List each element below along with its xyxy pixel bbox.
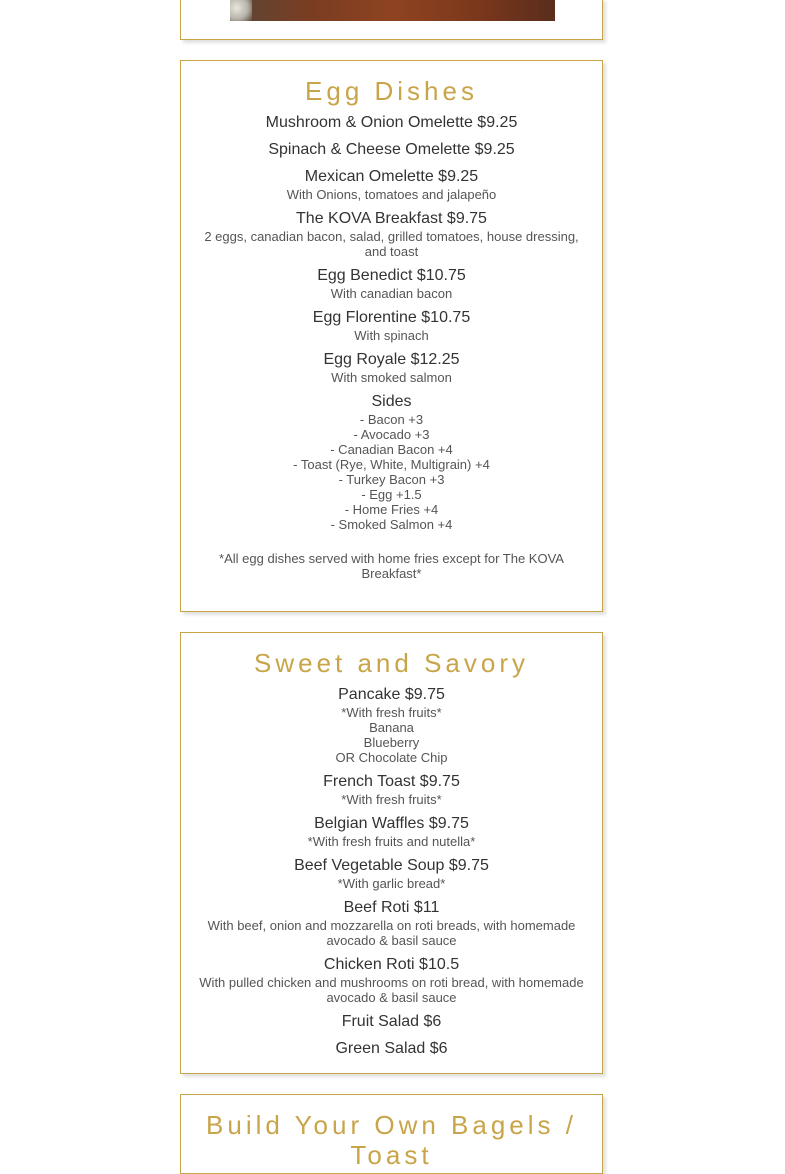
side-item: - Turkey Bacon +3 <box>338 472 445 487</box>
menu-item <box>199 350 584 385</box>
item-name: Chicken Roti $10.5 <box>323 956 460 973</box>
menu-item <box>199 772 584 807</box>
egg-items <box>181 113 602 581</box>
item-name: Belgian Waffles $9.75 <box>314 815 469 832</box>
menu-item <box>199 113 584 133</box>
menu-item <box>199 167 584 202</box>
side-item: - Avocado +3 <box>353 427 430 442</box>
menu-card-top <box>180 0 603 40</box>
item-description: With Onions, tomatoes and jalapeño <box>286 187 497 202</box>
item-name: Green Salad $6 <box>335 1040 448 1057</box>
item-name: Beef Roti $11 <box>343 899 440 916</box>
item-name: The KOVA Breakfast $9.75 <box>296 210 487 227</box>
item-description: Banana <box>369 720 414 735</box>
menu-item <box>199 308 584 343</box>
photo-garnish <box>230 0 252 21</box>
item-description: OR Chocolate Chip <box>335 750 448 765</box>
item-name: Spinach & Cheese Omelette $9.25 <box>268 141 515 158</box>
side-item: - Toast (Rye, White, Multigrain) +4 <box>293 457 490 472</box>
item-description: With smoked salmon <box>331 370 452 385</box>
item-name: Beef Vegetable Soup $9.75 <box>294 857 489 874</box>
menu-item <box>199 1012 584 1032</box>
item-name: Fruit Salad $6 <box>341 1013 442 1030</box>
side-item: - Bacon +3 <box>359 412 424 427</box>
item-name: Mexican Omelette $9.25 <box>304 168 479 185</box>
item-name: Egg Benedict $10.75 <box>317 267 466 284</box>
menu-item <box>199 814 584 849</box>
item-name: Pancake $9.75 <box>338 686 445 703</box>
egg-dishes-note: *All egg dishes served with home fries except for The KOVA Breakfast* <box>219 551 564 581</box>
item-description: With canadian bacon <box>330 286 453 301</box>
menu-item <box>199 266 584 301</box>
sides-block <box>199 392 584 532</box>
side-item: - Smoked Salmon +4 <box>330 517 453 532</box>
side-item: - Canadian Bacon +4 <box>330 442 453 457</box>
menu-item <box>199 898 584 948</box>
item-description: Blueberry <box>363 735 420 750</box>
item-description: *With garlic bread* <box>337 876 446 891</box>
menu-item <box>199 685 584 765</box>
menu-item <box>199 1039 584 1059</box>
menu-item <box>199 209 584 259</box>
item-name: Mushroom & Onion Omelette $9.25 <box>265 114 518 131</box>
item-description: *With fresh fruits* <box>341 792 442 807</box>
menu-card-sweet-and-savory <box>180 632 603 1074</box>
menu-card-egg-dishes <box>180 60 603 612</box>
section-title-sweet-and-savory: Sweet and Savory <box>253 648 529 678</box>
item-description: *With fresh fruits and nutella* <box>307 834 476 849</box>
item-description: With pulled chicken and mushrooms on roti bread, with homemade avocado & basil sauce <box>199 975 584 1005</box>
sides-title: Sides <box>371 393 412 410</box>
item-description: 2 eggs, canadian bacon, salad, grilled tomatoes, house dressing, and toast <box>204 229 579 259</box>
menu-item <box>199 955 584 1005</box>
section-title-egg-dishes: Egg Dishes <box>305 76 478 106</box>
sweet-items <box>181 685 602 1059</box>
item-description: With spinach <box>354 328 429 343</box>
menu-item <box>199 140 584 160</box>
item-name: Egg Royale $12.25 <box>323 351 460 368</box>
item-name: French Toast $9.75 <box>323 773 460 790</box>
menu-card-build-your-own <box>180 1094 603 1174</box>
item-description: *With fresh fruits* <box>341 705 442 720</box>
menu-item <box>199 856 584 891</box>
food-photo <box>230 0 555 21</box>
side-item: - Home Fries +4 <box>344 502 439 517</box>
item-name: Egg Florentine $10.75 <box>312 309 471 326</box>
side-item: - Egg +1.5 <box>361 487 422 502</box>
item-description: With beef, onion and mozzarella on roti breads, with homemade avocado & basil sauce <box>207 918 576 948</box>
section-title-build-your-own: Build Your Own Bagels / Toast <box>206 1110 577 1170</box>
